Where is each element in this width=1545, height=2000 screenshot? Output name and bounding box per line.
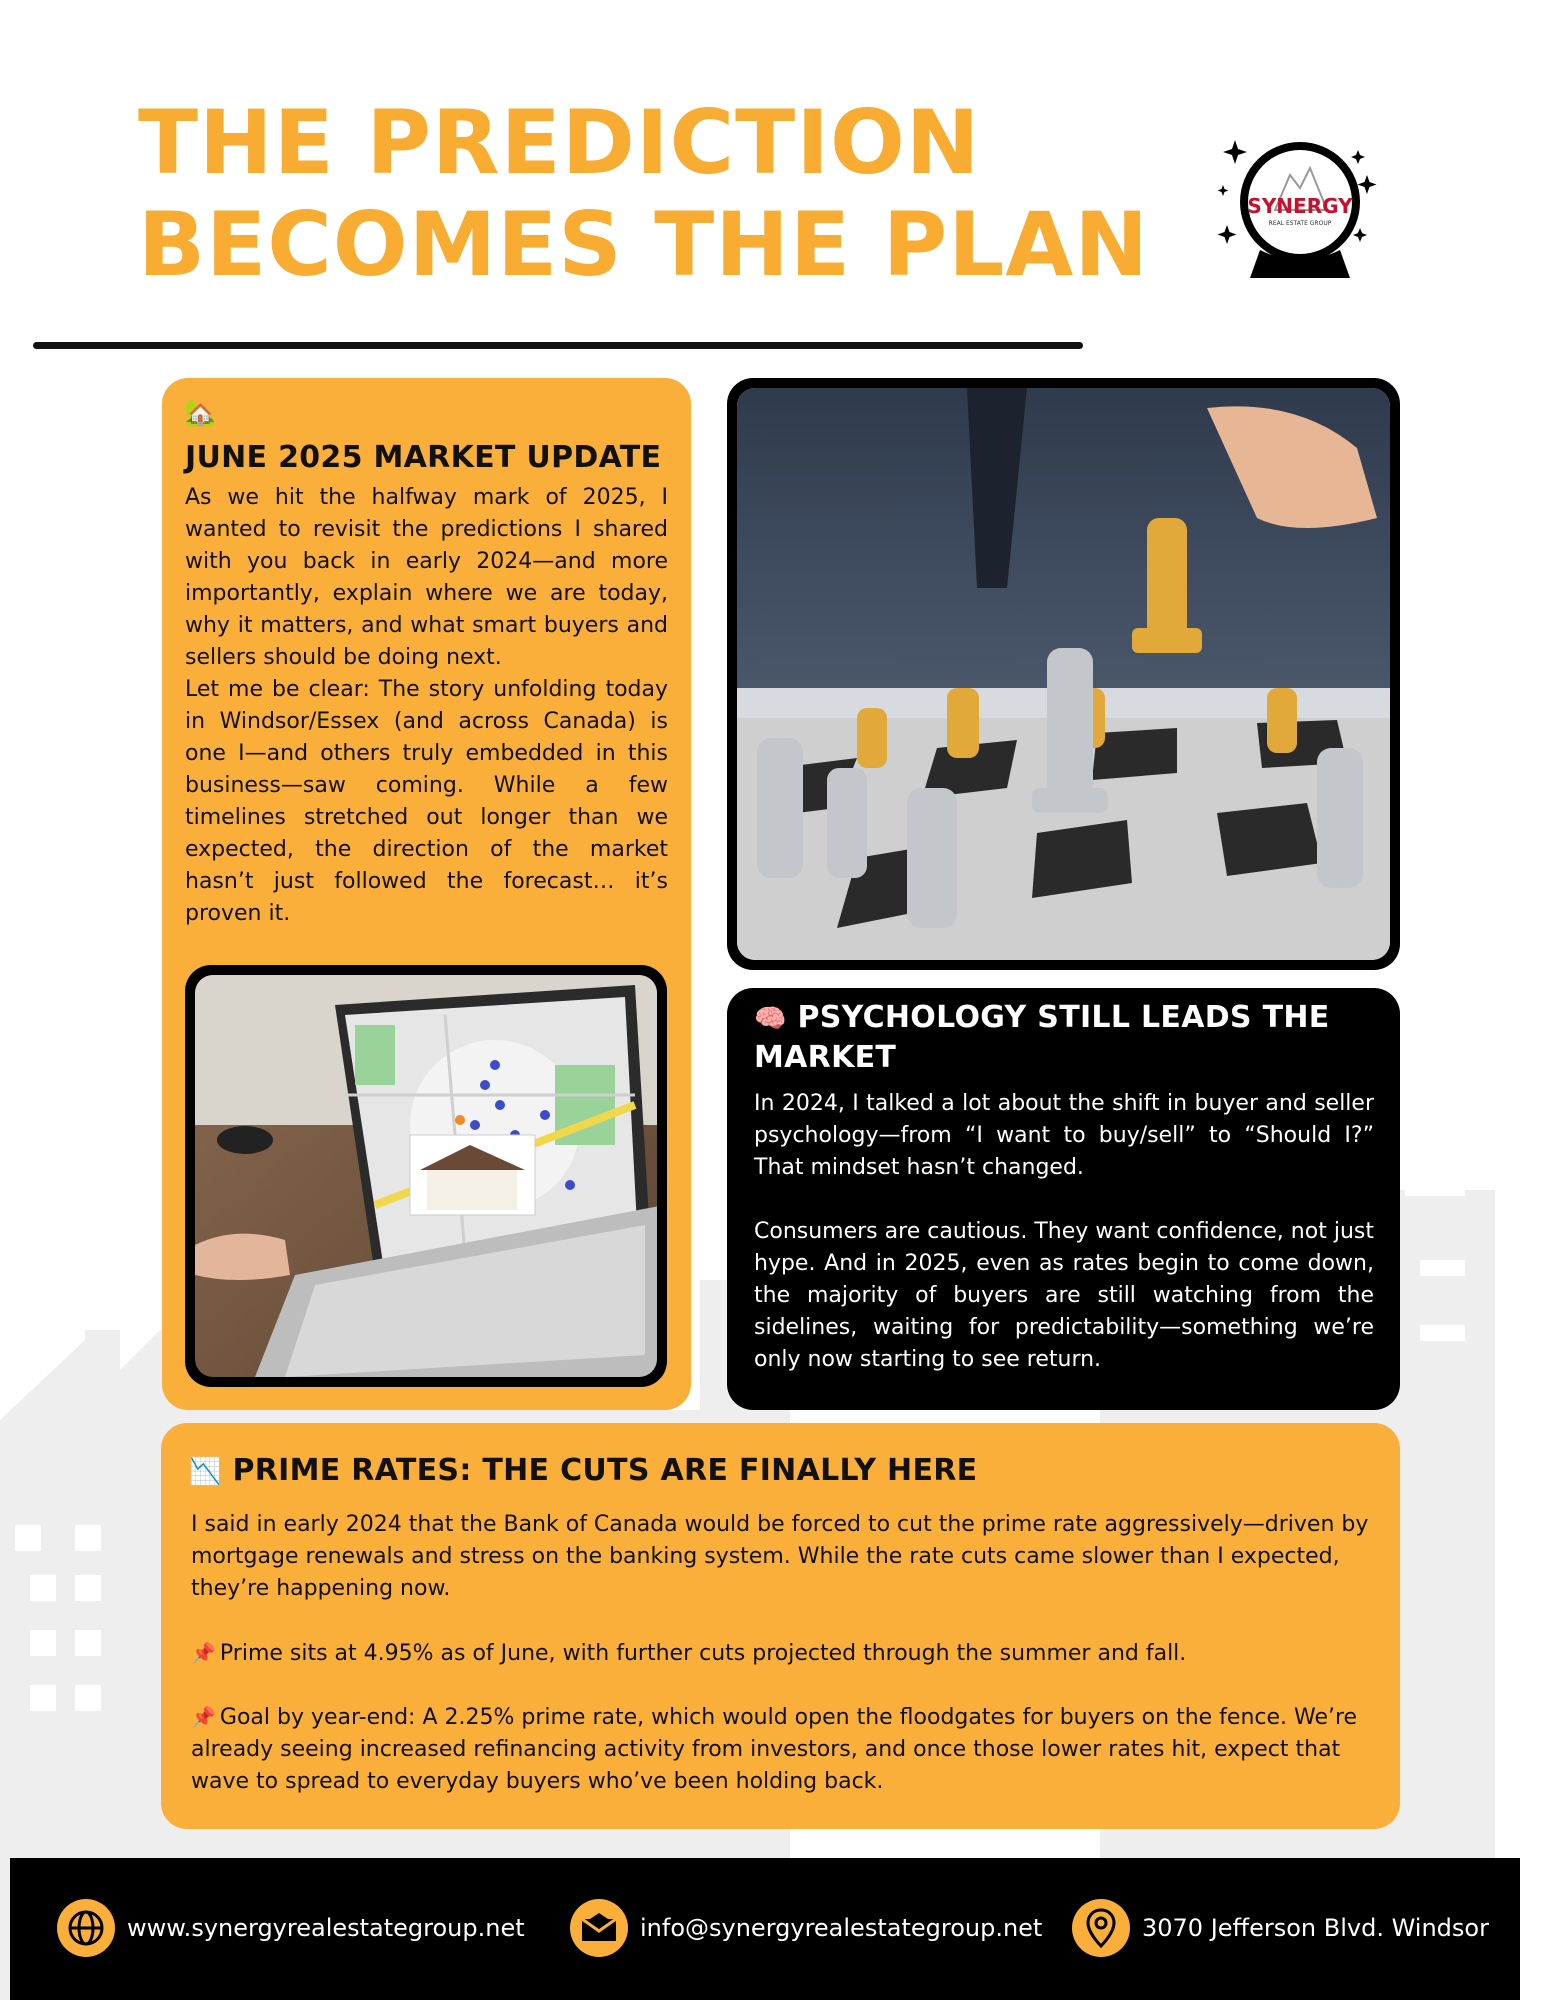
pushpin-icon: 📌 [191,1705,216,1729]
email-link[interactable]: info@synergyrealestategroup.net [640,1914,1043,1942]
prime-rates-paragraph-3: Goal by year-end: A 2.25% prime rate, which would open the floodgates for buyers on the fence. We’re already seeing increased refinancing activity from investors, and once those lower rates hit, expect that wave to spread to everyday buyers who’ve been holding back. [191,1705,1358,1794]
psychology-title: PSYCHOLOGY STILL LEADS THE MARKET [754,1000,1330,1075]
footer-address [1072,1898,1489,1958]
psychology-paragraph-2: Consumers are cautious. They want confidence, not just hype. And in 2025, even as rates begin to come down, the majority of buyers are still watching from the sidelines, waiting for predictability—something we’re only now starting to see return. [754,1219,1374,1372]
page-title [138,92,1149,296]
laptop-map-photo [185,965,667,1387]
prime-rates-title-row [189,1451,1369,1491]
prime-rates-paragraph-2-row [191,1637,1376,1670]
house-icon: 🏡 [184,398,217,428]
pushpin-icon: 📌 [191,1641,216,1665]
prime-rates-paragraph-2: Prime sits at 4.95% as of June, with further cuts projected through the summer and fall. [219,1641,1187,1666]
june-update-title: JUNE 2025 MARKET UPDATE [185,440,662,475]
globe-icon [57,1899,115,1957]
prime-rates-paragraph-1: I said in early 2024 that the Bank of Canada would be forced to cut the prime rate aggressively—driven by mortgage renewals and stress on the banking system. While the rate cuts came slower than I expected, they’re happening now. [191,1512,1369,1601]
psychology-paragraph-1: In 2024, I talked a lot about the shift in buyer and seller psychology—from “I want to buy/sell” to “Should I?” That mindset hasn’t changed. [754,1091,1374,1180]
chess-photo [727,378,1400,970]
title-line-1: THE PREDICTION [138,91,981,194]
address-text: 3070 Jefferson Blvd. Windsor [1142,1914,1489,1942]
prime-rates-paragraph-3-row [191,1701,1376,1798]
header-divider [33,342,1083,349]
june-update-paragraph-2: Let me be clear: The story unfolding today in Windsor/Essex (and across Canada) is one I—and others truly embedded in this business—saw coming. While a few timelines stretched out longer than we expected, the direction of the market hasn’t just followed the forecast… it’s proven it. [185,677,668,926]
prime-rates-card [161,1423,1400,1829]
location-pin-icon [1072,1899,1130,1957]
footer-website[interactable] [57,1898,525,1958]
website-link[interactable]: www.synergyrealestategroup.net [127,1914,525,1942]
footer-bar [10,1858,1520,2000]
footer-email[interactable] [570,1898,1042,1958]
title-line-2: BECOMES THE PLAN [138,193,1150,296]
synergy-crystal-ball-logo [1215,130,1385,285]
psychology-title-row [754,998,1374,1078]
logo-text: SYNERGY [1247,194,1353,218]
envelope-icon [570,1899,628,1957]
prime-rates-title: PRIME RATES: THE CUTS ARE FINALLY HERE [232,1453,978,1488]
brain-icon: 🧠 [754,1004,787,1034]
psychology-card [727,988,1400,1410]
chart-decreasing-icon: 📉 [189,1457,222,1487]
june-update-paragraph-1: As we hit the halfway mark of 2025, I wanted to revisit the predictions I shared with you back in early 2024—and more importantly, explain where we are today, why it matters, and what smart buyers and sellers should be doing next. [185,485,668,670]
logo-subtext: REAL ESTATE GROUP [1268,220,1332,227]
